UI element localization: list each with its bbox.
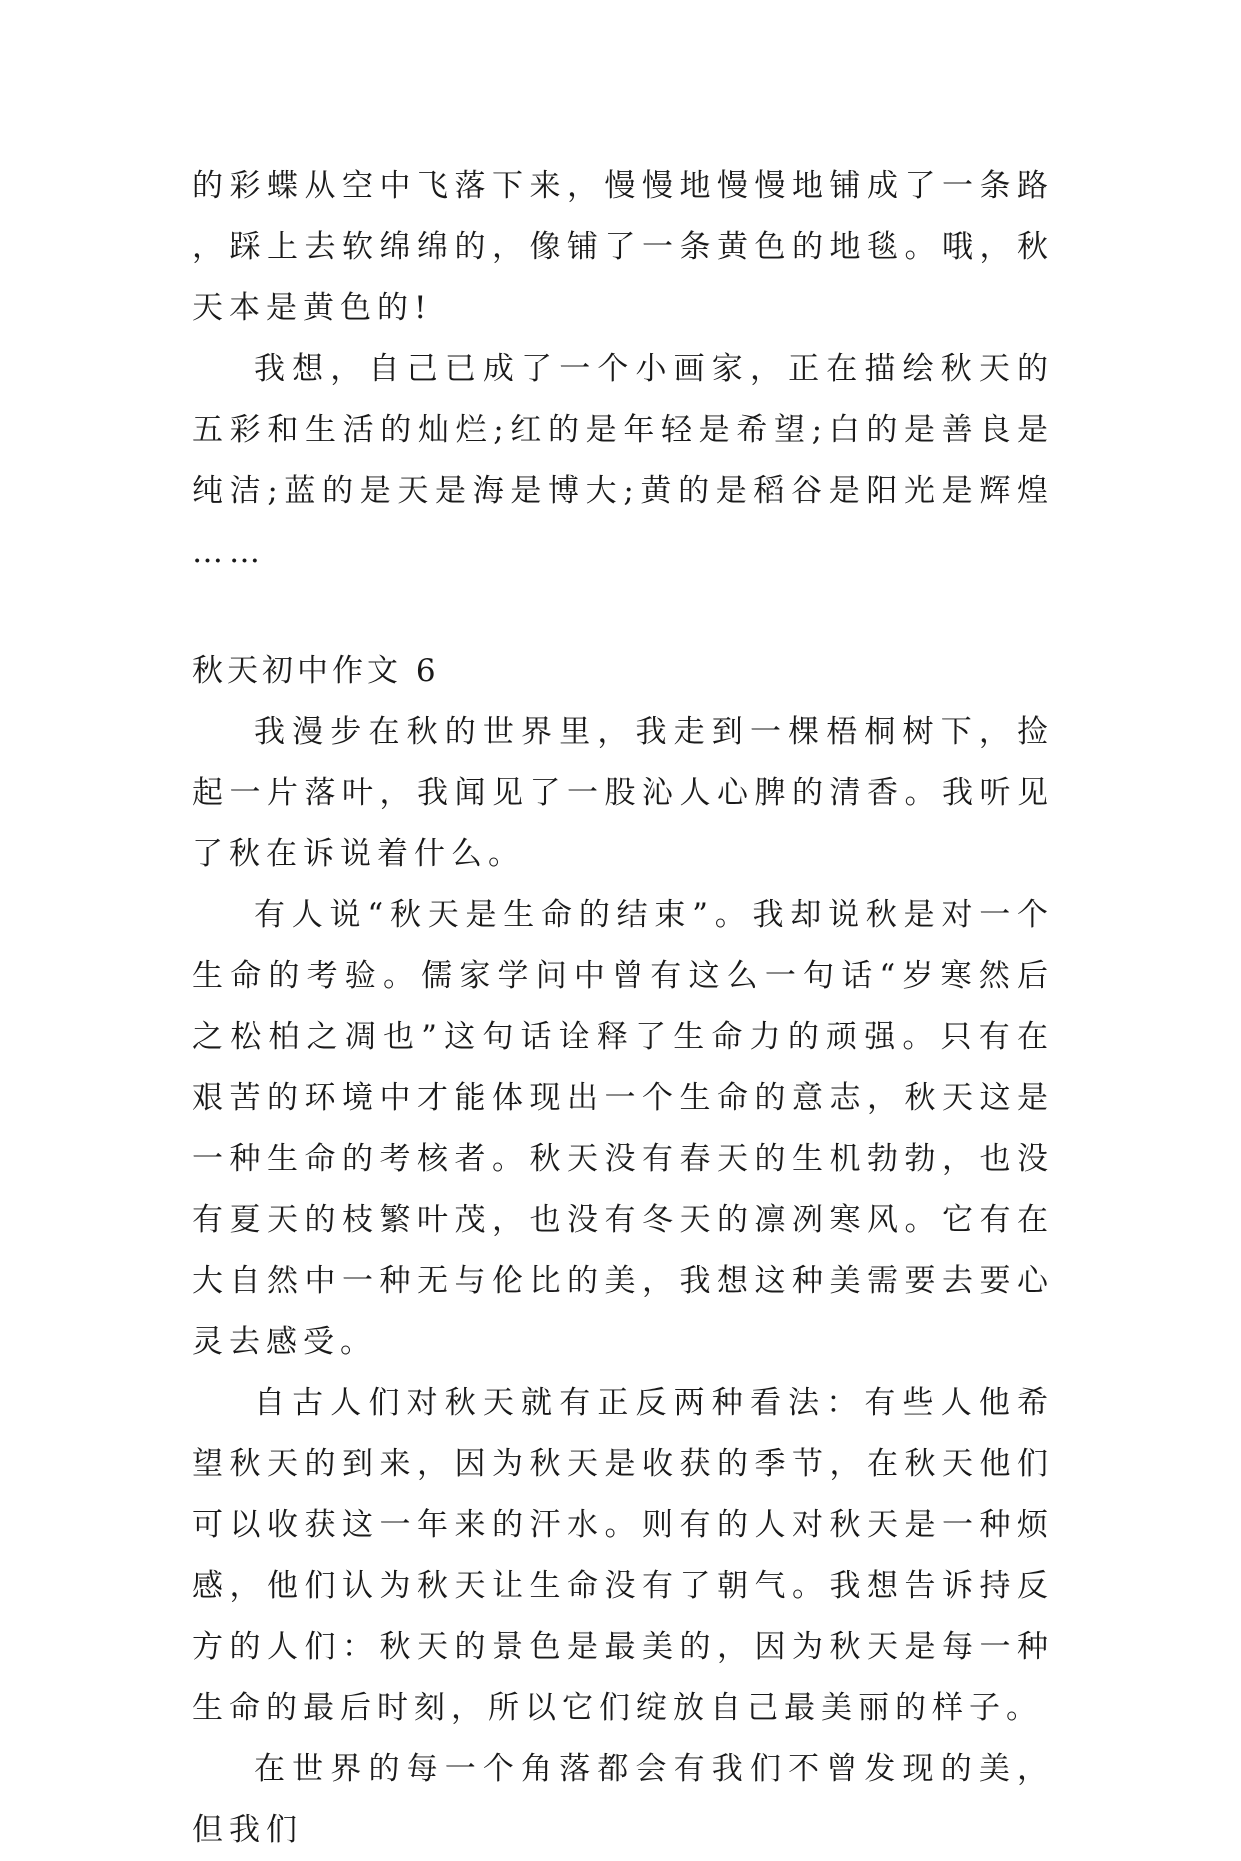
paragraph: 自古人们对秋天就有正反两种看法：有些人他希望秋天的到来，因为秋天是收获的季节，在秋天他们可以收获这一年来的汗水。则有的人对秋天是一种烦感，他们认为秋天让生命没有了朝气。我想告诉持反方的人们：秋天的景色是最美的，因为秋天是每一种生命的最后时刻，所以它们绽放自己最美丽的样子。 (192, 1385, 1054, 1726)
document-body (192, 156, 1054, 1861)
paragraph-truncated: 在世界的每一个角落都会有我们不曾发现的美，但我们 (192, 1751, 1054, 1848)
paragraph: 我漫步在秋的世界里，我走到一棵梧桐树下，捡起一片落叶，我闻见了一股沁人心脾的清香。我听见了秋在诉说着什么。 (192, 714, 1054, 872)
section-gap (192, 583, 1054, 641)
section-heading: 秋天初中作文 6 (192, 653, 440, 689)
paragraph: 有人说“秋天是生命的结束”。我却说秋是对一个生命的考验。儒家学问中曾有这么一句话“岁寒然后之松柏之凋也”这句话诠释了生命力的顽强。只有在艰苦的环境中才能体现出一个生命的意志，秋天这是一种生命的考核者。秋天没有春天的生机勃勃，也没有夏天的枝繁叶茂，也没有冬天的凛冽寒风。它有在大自然中一种无与伦比的美，我想这种美需要去要心灵去感受。 (192, 897, 1054, 1360)
paragraph: 我想，自己已成了一个小画家，正在描绘秋天的五彩和生活的灿烂;红的是年轻是希望;白的是善良是纯洁;蓝的是天是海是博大;黄的是稻谷是阳光是辉煌…… (192, 351, 1054, 570)
paragraph-continued: 的彩蝶从空中飞落下来，慢慢地慢慢地铺成了一条路，踩上去软绵绵的，像铺了一条黄色的地毯。哦，秋天本是黄色的! (192, 168, 1054, 326)
